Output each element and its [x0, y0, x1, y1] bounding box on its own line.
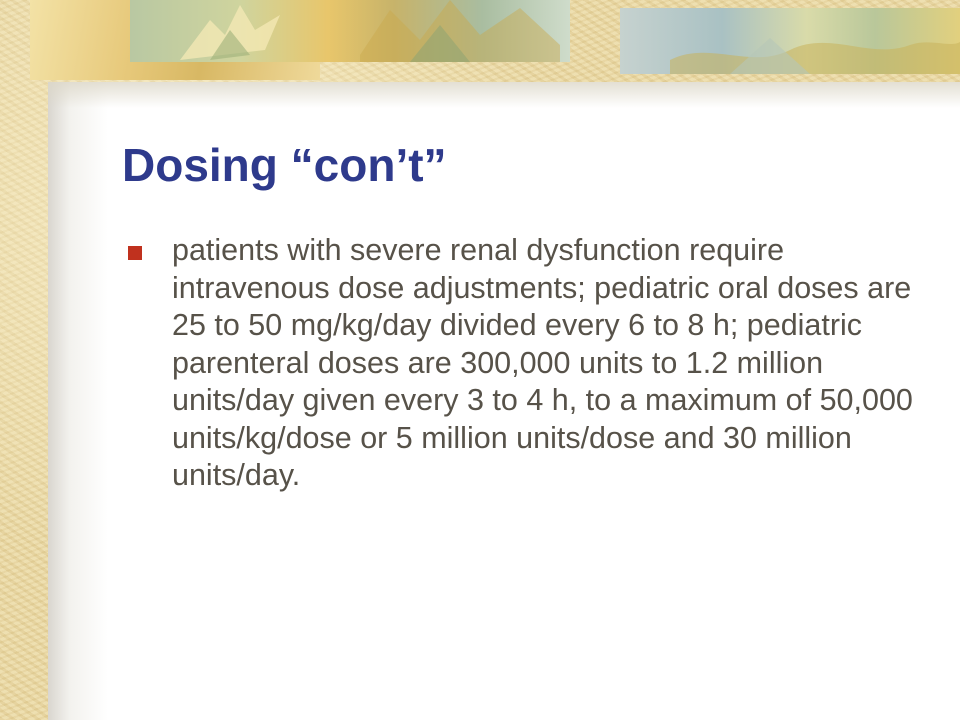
leaf-decoration-icon: [170, 0, 290, 62]
bullet-square-icon: [128, 246, 142, 260]
decorative-banner: [30, 0, 960, 82]
leaf-decoration-icon: [670, 20, 960, 74]
list-item: [122, 232, 922, 495]
bullet-list: [122, 232, 922, 495]
slide-title: Dosing “con’t”: [122, 139, 447, 191]
bullet-text: patients with severe renal dysfunction require intravenous dose adjustments; pediatric oral doses are 25 to 50 mg/kg/day divided every 6 to 8 h; pediatric parenteral doses are 300,000 units to 1.2 million units/day given every 3 to 4 h, to a maximum of 50,000 units/kg/dose or 5 million units/dose and 30 million units/day.: [172, 233, 913, 492]
leaf-decoration-icon: [360, 0, 560, 62]
